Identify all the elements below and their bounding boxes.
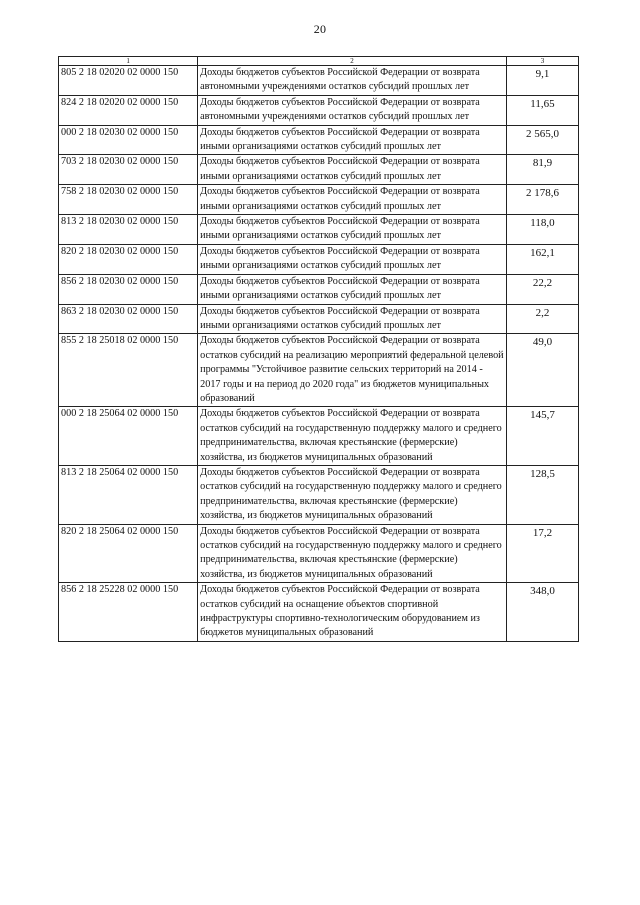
table-row xyxy=(59,244,579,274)
amount-cell: 128,5 xyxy=(506,465,578,524)
budget-code-cell: 855 2 18 25018 02 0000 150 xyxy=(59,334,198,407)
amount-cell: 145,7 xyxy=(506,407,578,466)
revenue-name-cell: Доходы бюджетов субъектов Российской Федерации от возврата иными организациями остатков субсидий прошлых лет xyxy=(198,125,507,155)
revenue-name-cell: Доходы бюджетов субъектов Российской Федерации от возврата иными организациями остатков субсидий прошлых лет xyxy=(198,274,507,304)
budget-code-cell: 758 2 18 02030 02 0000 150 xyxy=(59,185,198,215)
budget-code-cell: 824 2 18 02020 02 0000 150 xyxy=(59,95,198,125)
page-number: 20 xyxy=(313,22,327,36)
revenue-name-cell: Доходы бюджетов субъектов Российской Федерации от возврата иными организациями остатков субсидий прошлых лет xyxy=(198,155,507,185)
amount-cell: 2,2 xyxy=(506,304,578,334)
revenue-name-cell: Доходы бюджетов субъектов Российской Федерации от возврата автономными учреждениями остатков субсидий прошлых лет xyxy=(198,95,507,125)
revenue-name-cell: Доходы бюджетов субъектов Российской Федерации от возврата остатков субсидий на оснащение объектов спортивной инфраструктуры спортивно-технологическим оборудованием из бюджетов муниципальных образований xyxy=(198,583,507,642)
table-row xyxy=(59,155,579,185)
amount-cell: 22,2 xyxy=(506,274,578,304)
table-row xyxy=(59,185,579,215)
amount-cell: 9,1 xyxy=(506,66,578,96)
amount-cell: 81,9 xyxy=(506,155,578,185)
amount-cell: 11,65 xyxy=(506,95,578,125)
revenue-name-cell: Доходы бюджетов субъектов Российской Федерации от возврата остатков субсидий на реализацию мероприятий федеральной целевой программы "Устойчивое развитие сельских территорий на 2014 - 2017 годы и на период до 2020 года" из бюджетов муниципальных образований xyxy=(198,334,507,407)
budget-code-cell: 820 2 18 02030 02 0000 150 xyxy=(59,244,198,274)
table-row xyxy=(59,304,579,334)
amount-cell: 49,0 xyxy=(506,334,578,407)
header-col-code: 1 xyxy=(59,57,198,66)
table-row xyxy=(59,583,579,642)
table-row xyxy=(59,215,579,245)
table-row xyxy=(59,274,579,304)
budget-code-cell: 813 2 18 02030 02 0000 150 xyxy=(59,215,198,245)
table-row xyxy=(59,407,579,466)
budget-code-cell: 805 2 18 02020 02 0000 150 xyxy=(59,66,198,96)
table-row xyxy=(59,334,579,407)
table-row xyxy=(59,524,579,583)
table-row xyxy=(59,66,579,96)
amount-cell: 2 565,0 xyxy=(506,125,578,155)
revenue-name-cell: Доходы бюджетов субъектов Российской Федерации от возврата остатков субсидий на государственную поддержку малого и среднего предпринимательства, включая крестьянские (фермерские) хозяйства, из бюджетов муниципальных образований xyxy=(198,407,507,466)
table-row xyxy=(59,465,579,524)
revenue-table xyxy=(58,56,579,642)
amount-cell: 2 178,6 xyxy=(506,185,578,215)
revenue-name-cell: Доходы бюджетов субъектов Российской Федерации от возврата остатков субсидий на государственную поддержку малого и среднего предпринимательства, включая крестьянские (фермерские) хозяйства, из бюджетов муниципальных образований xyxy=(198,465,507,524)
budget-code-cell: 856 2 18 02030 02 0000 150 xyxy=(59,274,198,304)
revenue-name-cell: Доходы бюджетов субъектов Российской Федерации от возврата иными организациями остатков субсидий прошлых лет xyxy=(198,185,507,215)
amount-cell: 162,1 xyxy=(506,244,578,274)
table-header-row xyxy=(59,57,579,66)
budget-code-cell: 856 2 18 25228 02 0000 150 xyxy=(59,583,198,642)
budget-code-cell: 000 2 18 25064 02 0000 150 xyxy=(59,407,198,466)
revenue-name-cell: Доходы бюджетов субъектов Российской Федерации от возврата остатков субсидий на государственную поддержку малого и среднего предпринимательства, включая крестьянские (фермерские) хозяйства, из бюджетов муниципальных образований xyxy=(198,524,507,583)
amount-cell: 118,0 xyxy=(506,215,578,245)
budget-code-cell: 000 2 18 02030 02 0000 150 xyxy=(59,125,198,155)
amount-cell: 17,2 xyxy=(506,524,578,583)
revenue-name-cell: Доходы бюджетов субъектов Российской Федерации от возврата иными организациями остатков субсидий прошлых лет xyxy=(198,244,507,274)
header-col-name: 2 xyxy=(198,57,507,66)
amount-cell: 348,0 xyxy=(506,583,578,642)
budget-code-cell: 820 2 18 25064 02 0000 150 xyxy=(59,524,198,583)
budget-code-cell: 863 2 18 02030 02 0000 150 xyxy=(59,304,198,334)
budget-code-cell: 813 2 18 25064 02 0000 150 xyxy=(59,465,198,524)
table-row xyxy=(59,125,579,155)
table-row xyxy=(59,95,579,125)
header-col-amount: 3 xyxy=(506,57,578,66)
revenue-name-cell: Доходы бюджетов субъектов Российской Федерации от возврата иными организациями остатков субсидий прошлых лет xyxy=(198,215,507,245)
revenue-name-cell: Доходы бюджетов субъектов Российской Федерации от возврата иными организациями остатков субсидий прошлых лет xyxy=(198,304,507,334)
revenue-name-cell: Доходы бюджетов субъектов Российской Федерации от возврата автономными учреждениями остатков субсидий прошлых лет xyxy=(198,66,507,96)
budget-code-cell: 703 2 18 02030 02 0000 150 xyxy=(59,155,198,185)
